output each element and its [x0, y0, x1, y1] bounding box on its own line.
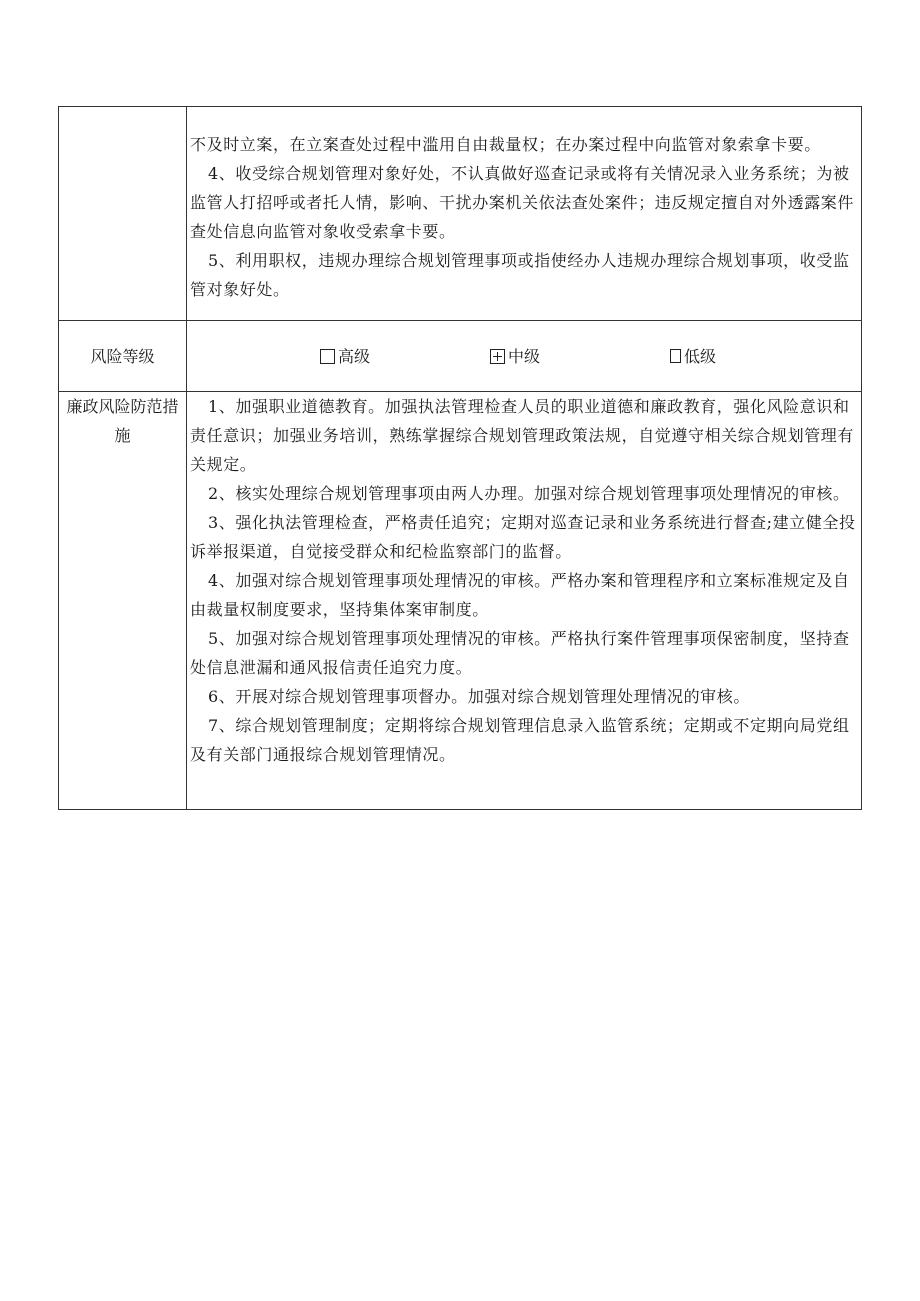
risk-level-low[interactable]: [670, 342, 716, 371]
risk-level-row: [59, 321, 862, 392]
measure-item: 7、综合规划管理制度；定期将综合规划管理信息录入监管系统；定期或不定期向局党组及有关部门通报综合规划管理情况。: [190, 716, 850, 764]
measures-row: [59, 392, 862, 810]
measures-cell: [187, 392, 862, 810]
risk-level-high[interactable]: [320, 342, 490, 371]
risk-table: [58, 106, 862, 810]
measure-item: 6、开展对综合规划管理事项督办。加强对综合规划管理处理情况的审核。: [208, 687, 750, 706]
measure-item: 2、核实处理综合规划管理事项由两人办理。加强对综合规划管理事项处理情况的审核。: [208, 484, 850, 503]
checkbox-checked-icon: [490, 349, 505, 364]
risk-description-cell: [187, 107, 862, 321]
risk-description-line: 5、利用职权，违规办理综合规划管理事项或指使经办人违规办理综合规划事项，收受监管对象好处。: [190, 251, 850, 299]
risk-description-label-cell: [59, 107, 187, 321]
risk-description-row: [59, 107, 862, 321]
risk-description-line: 4、收受综合规划管理对象好处，不认真做好巡查记录或将有关情况录入业务系统；为被监管人打招呼或者托人情，影响、干扰办案机关依法查处案件；违反规定擅自对外透露案件查处信息向监管对象收受索拿卡要。: [190, 164, 855, 241]
risk-level-label: 风险等级: [59, 321, 187, 392]
measure-item: 5、加强对综合规划管理事项处理情况的审核。严格执行案件管理事项保密制度，坚持查处信息泄漏和通风报信责任追究力度。: [190, 629, 850, 677]
risk-level-options: [188, 342, 860, 371]
measure-item: 4、加强对综合规划管理事项处理情况的审核。严格办案和管理程序和立案标准规定及自由裁量权制度要求，坚持集体案审制度。: [190, 571, 850, 619]
risk-level-medium-label: 中级: [508, 346, 541, 366]
risk-level-medium[interactable]: [490, 342, 670, 371]
measure-item: 1、加强职业道德教育。加强执法管理检查人员的职业道德和廉政教育，强化风险意识和责任意识；加强业务培训，熟练掌握综合规划管理政策法规，自觉遵守相关综合规划管理有关规定。: [190, 397, 855, 474]
risk-level-high-label: 高级: [338, 346, 371, 366]
measures-label: 廉政风险防范措施: [59, 392, 187, 810]
risk-level-low-label: 低级: [684, 346, 717, 366]
measure-item: 3、强化执法管理检查，严格责任追究；定期对巡查记录和业务系统进行督查;建立健全投诉举报渠道，自觉接受群众和纪检监察部门的监督。: [190, 513, 856, 561]
risk-description-line: 不及时立案，在立案查处过程中滥用自由裁量权；在办案过程中向监管对象索拿卡要。: [190, 135, 821, 154]
checkbox-unchecked-icon: [320, 349, 335, 364]
checkbox-unchecked-icon: [670, 349, 681, 363]
risk-level-options-cell: [187, 321, 862, 392]
